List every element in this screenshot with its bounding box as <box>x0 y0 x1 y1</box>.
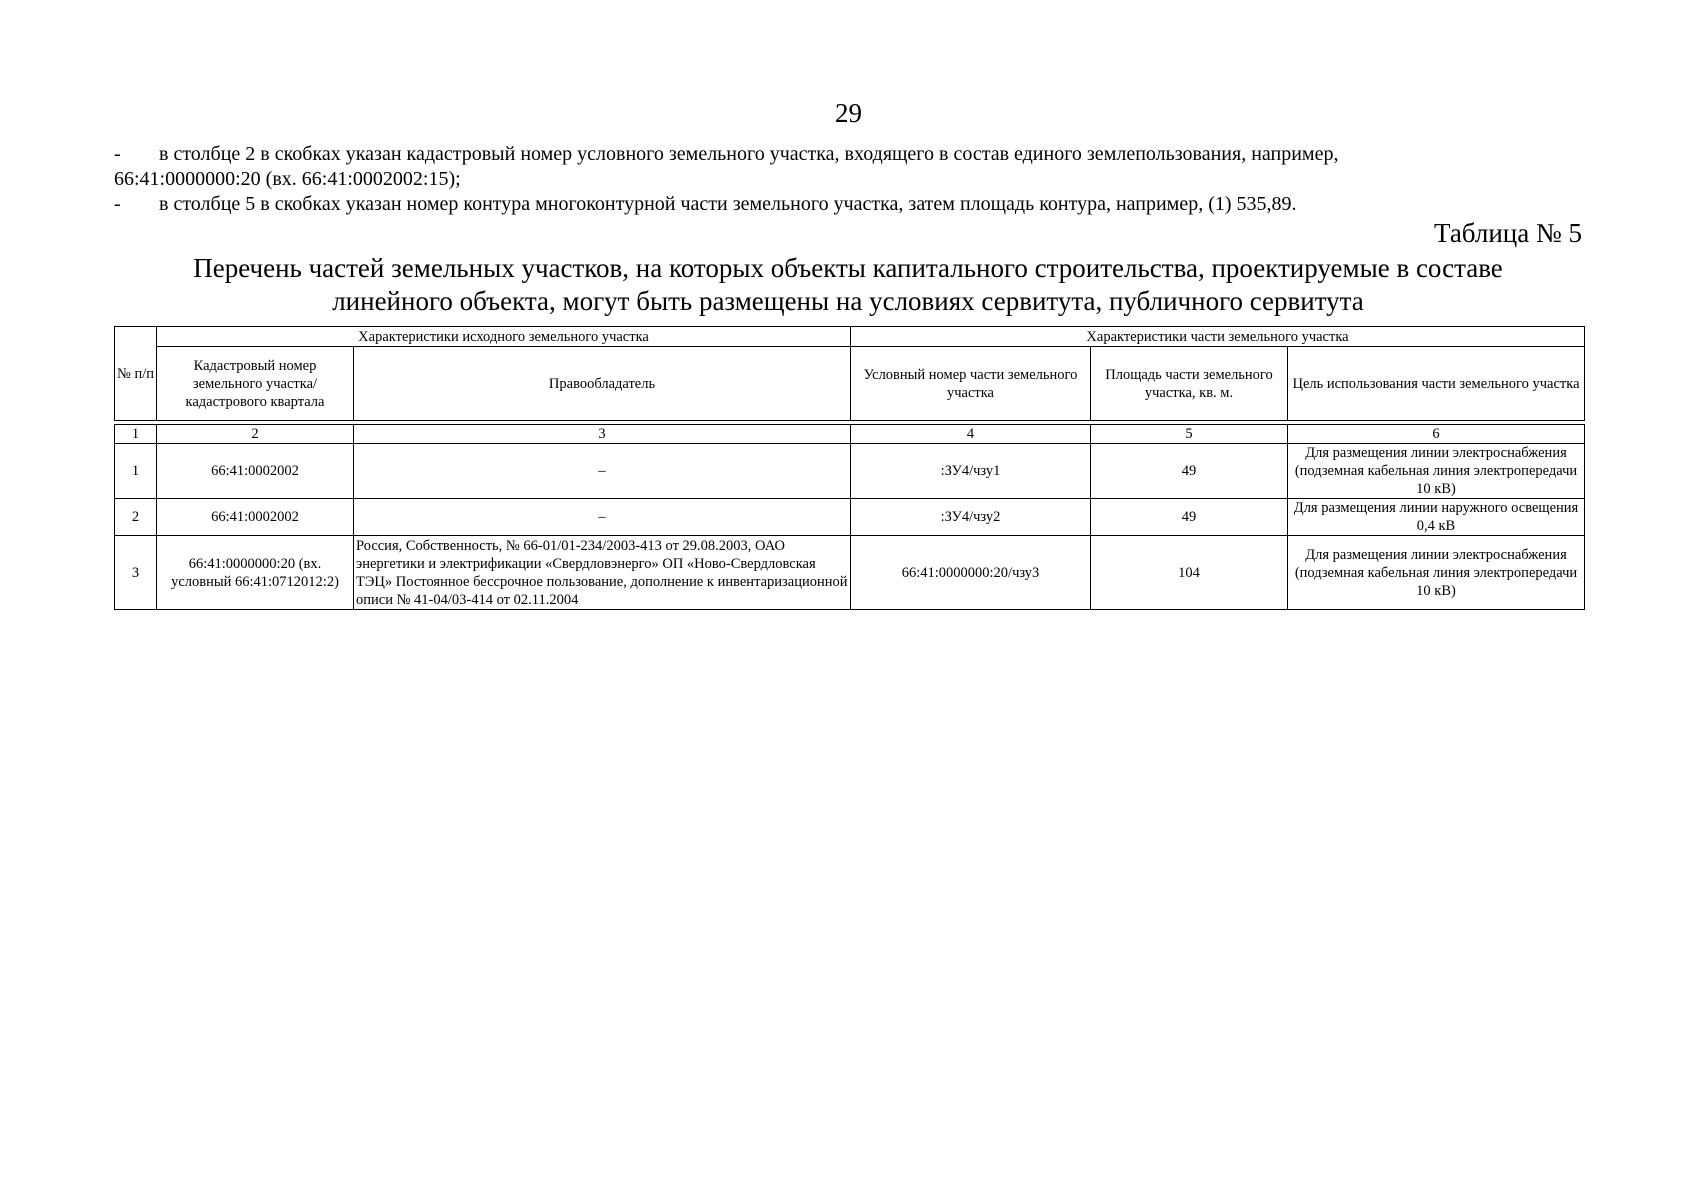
header-owner: Правообладатель <box>354 347 851 421</box>
cell-part-number: :ЗУ4/чзу2 <box>851 499 1091 536</box>
cell-area: 49 <box>1091 444 1288 499</box>
cell-part-number: :ЗУ4/чзу1 <box>851 444 1091 499</box>
note-dash: - <box>114 143 121 165</box>
column-number-row <box>115 425 1585 444</box>
cell-number: 1 <box>115 444 157 499</box>
column-number: 3 <box>354 425 851 444</box>
table-row <box>115 499 1585 536</box>
cell-owner: – <box>354 499 851 536</box>
note-text-continued: 66:41:0000000:20 (вх. 66:41:0002002:15); <box>114 168 461 190</box>
cell-number: 2 <box>115 499 157 536</box>
note-item <box>114 192 1582 217</box>
header-number: № п/п <box>115 327 157 421</box>
cell-purpose: Для размещения линии электроснабжения (подземная кабельная линия электропередачи 10 кВ) <box>1288 536 1585 610</box>
header-group-source: Характеристики исходного земельного участка <box>157 327 851 347</box>
table-row <box>115 536 1585 610</box>
cell-cadastral: 66:41:0002002 <box>157 499 354 536</box>
table-title <box>114 252 1582 318</box>
header-purpose: Цель использования части земельного участка <box>1288 347 1585 421</box>
page-number: 29 <box>835 98 862 128</box>
note-dash: - <box>114 193 121 215</box>
cell-area: 49 <box>1091 499 1288 536</box>
header-part-number: Условный номер части земельного участка <box>851 347 1091 421</box>
cell-number: 3 <box>115 536 157 610</box>
column-number: 2 <box>157 425 354 444</box>
column-number: 4 <box>851 425 1091 444</box>
cell-cadastral: 66:41:0000000:20 (вх. условный 66:41:0712012:2) <box>157 536 354 610</box>
note-text: в столбце 5 в скобках указан номер контура многоконтурной части земельного участка, затем площадь контура, например, (1) 535,89. <box>159 193 1297 215</box>
table-label: Таблица № 5 <box>1434 218 1582 248</box>
table-row <box>115 444 1585 499</box>
table-title-line: Перечень частей земельных участков, на которых объекты капитального строительства, проектируемые в составе <box>193 253 1503 283</box>
cell-part-number: 66:41:0000000:20/чзу3 <box>851 536 1091 610</box>
cell-owner: – <box>354 444 851 499</box>
column-number: 1 <box>115 425 157 444</box>
column-number: 6 <box>1288 425 1585 444</box>
column-number: 5 <box>1091 425 1288 444</box>
note-item <box>114 142 1582 192</box>
parts-table <box>114 326 1585 610</box>
note-text: в столбце 2 в скобках указан кадастровый номер условного земельного участка, входящего в состав единого землепользования, например, <box>159 143 1339 165</box>
header-group-part: Характеристики части земельного участка <box>851 327 1585 347</box>
cell-area: 104 <box>1091 536 1288 610</box>
notes <box>114 142 1582 217</box>
cell-owner: Россия, Собственность, № 66-01/01-234/2003-413 от 29.08.2003, ОАО энергетики и электрификации «Свердловэнерго» ОП «Ново-Свердловская ТЭЦ» Постоянное бессрочное пользование, дополнение к инвентаризационной описи № 41-04/03-414 от 02.11.2004 <box>354 536 851 610</box>
cell-cadastral: 66:41:0002002 <box>157 444 354 499</box>
header-cadastral: Кадастровый номер земельного участка/кадастрового квартала <box>157 347 354 421</box>
header-area: Площадь части земельного участка, кв. м. <box>1091 347 1288 421</box>
cell-purpose: Для размещения линии электроснабжения (подземная кабельная линия электропередачи 10 кВ) <box>1288 444 1585 499</box>
table-title-line: линейного объекта, могут быть размещены на условиях сервитута, публичного сервитута <box>332 286 1364 316</box>
cell-purpose: Для размещения линии наружного освещения 0,4 кВ <box>1288 499 1585 536</box>
